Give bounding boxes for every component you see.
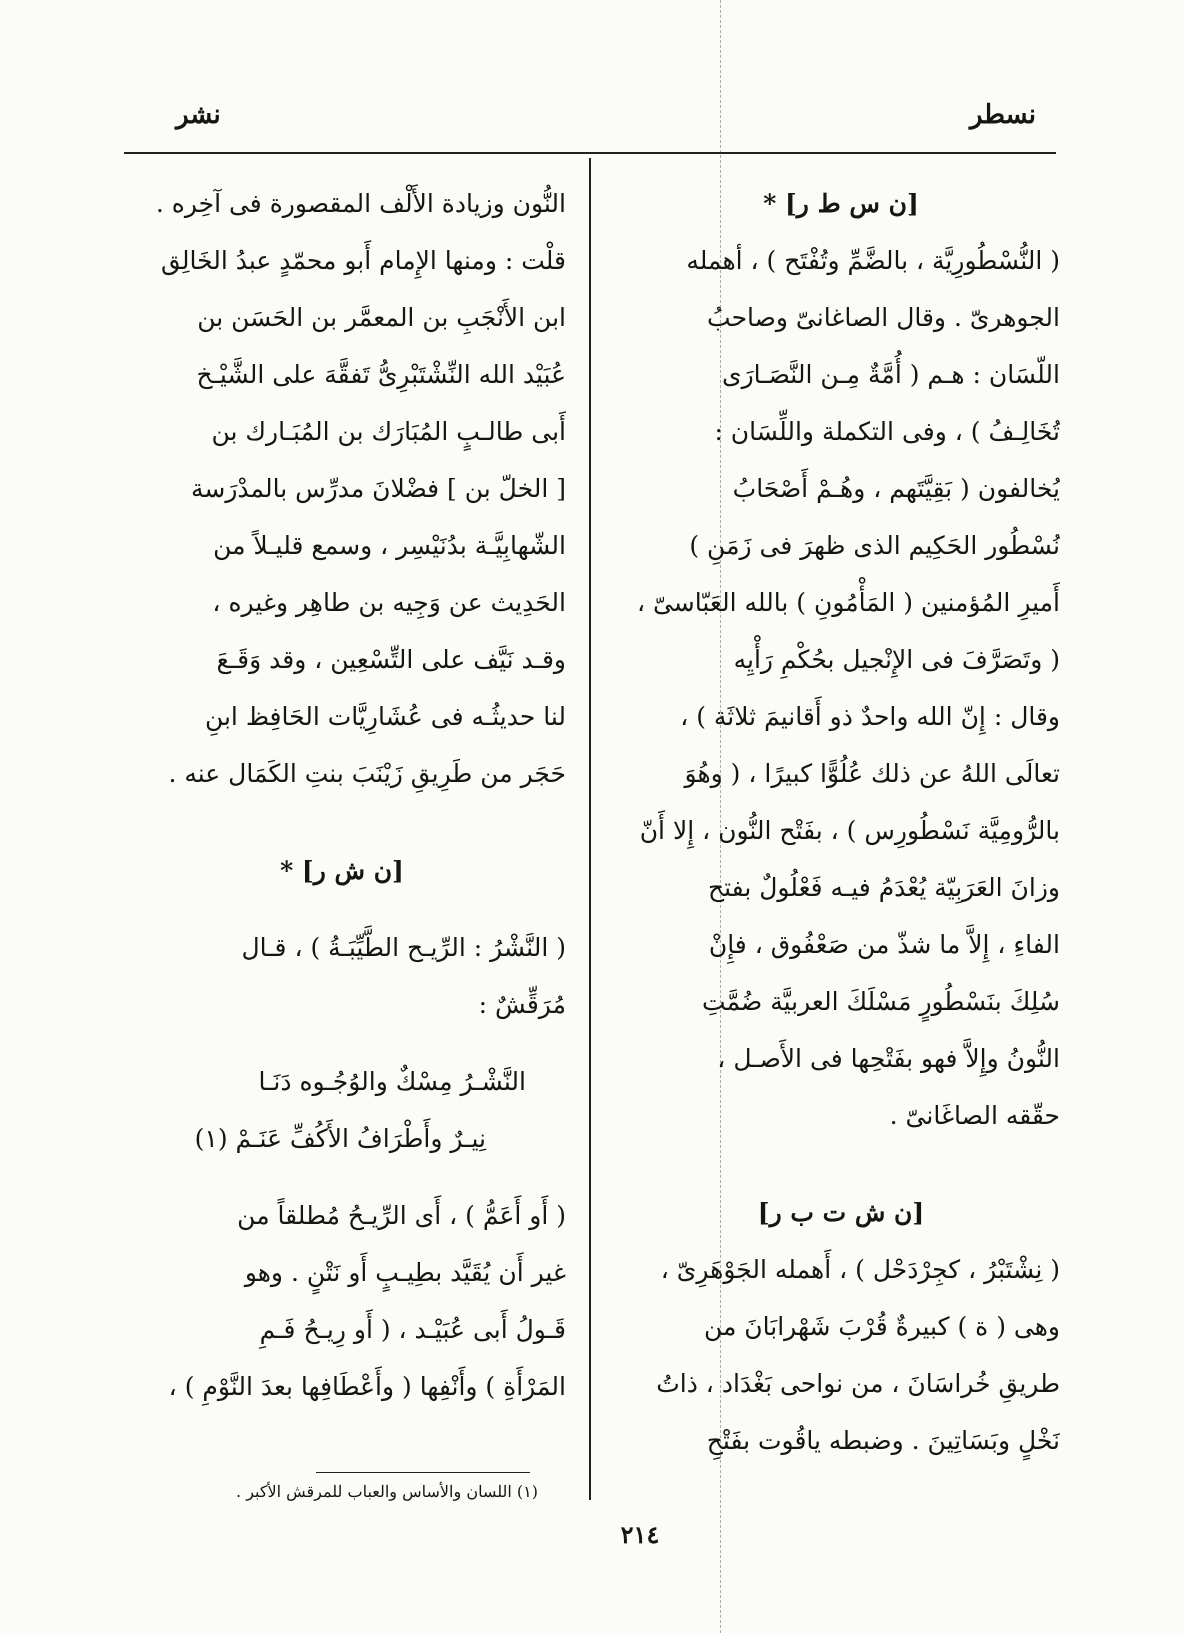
text-line: قلْت : ومنها الإِمام أَبو محمّدٍ عبدُ الخَالِق [161, 246, 566, 275]
text-line: الفاءِ ، إِلاَّ ما شذّ من صَعْفُوق ، فإِنْ [708, 930, 1060, 959]
entry-heading-nshtbr: [ن ش ت ب ر] [757, 1198, 925, 1227]
header-rule [124, 152, 1056, 154]
verse-line-2: نِيـرٌ وأَطْرَافُ الأَكُفِّ عَنَـمْ (١) [194, 1124, 486, 1153]
header-entry-left: نشر [176, 100, 221, 130]
text-line: مُرَقِّشٌ : [478, 990, 566, 1019]
text-line: ابن الأَنْجَبِ بن المعمَّر بن الحَسَن بن [197, 303, 566, 332]
text-line: بالرُّومِيَّة نَسْطُورِس ) ، بفَتْح النُّون ، إِلا أَنّ [639, 816, 1060, 845]
text-line: لنا حديثُـه فى عُشَارِيَّات الحَافِظ ابنِ [204, 702, 566, 731]
entry-heading-nstr: [ن س ط ر] * [763, 189, 919, 218]
text-line: وقال : إِنّ الله واحدٌ ذو أَقانيمَ ثلاثَة ) ، [680, 702, 1060, 731]
entry-heading-nshr: [ن ش ر] * [280, 856, 404, 885]
right-column [622, 175, 1060, 1469]
text-line: اللّسَان : هـم ( أُمَّةٌ مِـن النَّصَـارَى [722, 360, 1060, 389]
text-line: الشّهابِيَّـة بدُنَيْسِر ، وسمع قليـلاً من [213, 531, 566, 560]
text-line: [ الخلّ بن ] فضْلانَ مدرِّس بالمدْرَسة [190, 474, 566, 503]
text-line: طريقِ خُراسَانَ ، من نواحى بَغْدَاد ، ذاتُ [656, 1369, 1060, 1398]
page-number: ٢١٤ [620, 1520, 660, 1549]
column-divider [589, 158, 591, 1500]
verse-line-1: النَّشْـرُ مِسْكٌ والوُجُـوه دَنَـا [258, 1067, 526, 1096]
text-line: ( نِشْتَبْرُ ، كجِرْدَحْل ) ، أَهمله الجَوْهَرِىّ ، [660, 1255, 1060, 1284]
text-line: حقّقه الصاغَانىّ . [889, 1101, 1060, 1130]
footnote-rule [316, 1472, 530, 1473]
text-line: نُسْطُور الحَكِيم الذى ظهرَ فى زَمَنِ ) [689, 531, 1060, 560]
text-line: الحَدِيث عن وَجِيه بن طاهِر وغيره ، [212, 588, 566, 617]
text-line: النُّون وزيادة الأَلْف المقصورة فى آخِره . [155, 189, 566, 218]
text-line: تُخَالِـفُ ) ، وفى التكملة واللِّسَان : [714, 417, 1060, 446]
header-entry-right: نسطر [969, 100, 1036, 130]
text-line: غير أَن يُقَيَّد بطِيـبٍ أَو نَتْنٍ . وهو [244, 1258, 566, 1287]
text-line: حَجَر من طَرِيقِ زَيْنَبَ بنتِ الكَمَال عنه . [168, 759, 566, 788]
text-line: وزانَ العَرَبِيّة يُعْدَمُ فيـه فَعْلُولٌ بفتح [707, 873, 1060, 902]
text-line: سُلِكَ بنَسْطُورٍ مَسْلَكَ العربيَّة ضُمَّتِ [702, 987, 1060, 1016]
text-line: أَميرِ المُؤمنين ( المَأْمُونِ ) بالله العَبّاسىّ ، [636, 588, 1060, 617]
text-line: ( وتَصَرَّفَ فى الإِنْجيل بحُكْمِ رَأْيِه [733, 645, 1060, 674]
left-column [118, 175, 566, 1415]
text-line: أَبى طالـبٍ المُبَارَك بن المُبَـارك بن [211, 417, 566, 446]
text-line: نَخْلٍ وبَسَاتِينَ . وضبطه ياقُوت بفَتْحِ [706, 1426, 1060, 1455]
text-line: وقـد نَيَّف على التِّسْعِين ، وقد وَقَـعَ [216, 645, 566, 674]
text-line: يُخالفون ( بَقِيَّتَهم ، وهُـمْ أَصْحَابُ [732, 474, 1060, 503]
text-line: ( أَو أَعَمُّ ) ، أَى الرِّيـحُ مُطلقاً من [237, 1201, 566, 1230]
text-line: وهى ( ة ) كبيرةٌ قُرْبَ شَهْرابَانَ من [703, 1312, 1060, 1341]
text-line: الجوهرىّ . وقال الصاغانىّ وصاحبُ [707, 303, 1060, 332]
text-line: عُبَيْد الله النِّشْتَبْرِىُّ تَفقَّهَ على الشَّيْـخ [196, 360, 566, 389]
footnote: (١) اللسان والأساس والعباب للمرقش الأكبر . [236, 1482, 538, 1501]
text-line: المَرْأَةِ ) وأَنْفِها ( وأَعْطَافِها بعدَ النَّوْمِ ) ، [168, 1372, 566, 1401]
text-line: قَـولُ أَبى عُبَيْـد ، ( أَو رِيـحُ فَـمِ [259, 1315, 566, 1344]
text-line: تعالَى اللهُ عن ذلك عُلُوًّا كبيرًا ، ( وهُوَ [684, 759, 1060, 788]
text-line: ( النُّسْطُورِيَّة ، بالضَّمِّ وتُفْتَح ) ، أهمله [686, 246, 1060, 275]
text-line: ( النَّشْرُ : الرِّيـح الطَّيِّبَـةُ ) ، قـال [241, 933, 566, 962]
text-line: النُّونُ وإِلاَّ فهو بفَتْحِها فى الأَصـل ، [717, 1044, 1060, 1073]
